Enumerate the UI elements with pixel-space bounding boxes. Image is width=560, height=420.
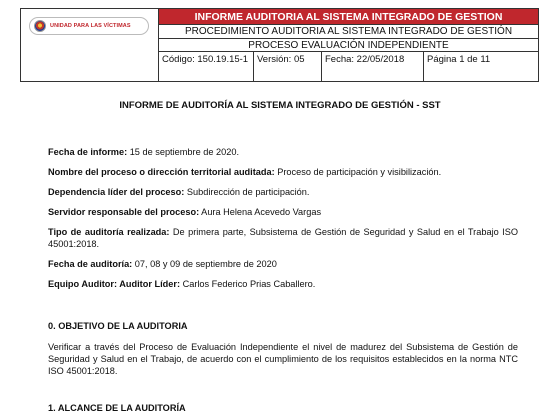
logo-cell <box>21 9 159 81</box>
field-value: 15 de septiembre de 2020. <box>127 147 240 157</box>
field-value: Proceso de participación y visibilización. <box>274 167 442 177</box>
procedure-name: PROCEDIMIENTO AUDITORIA AL SISTEMA INTEGRADO DE GESTIÓN <box>159 24 538 38</box>
field-value: 07, 08 y 09 de septiembre de 2020 <box>132 259 277 269</box>
section-0-text: Verificar a través del Proceso de Evaluación Independiente el nivel de madurez del Subsistema de Gestión de Seguridad y Salud en el Trabajo, de acuerdo con el cumplimiento de los requisitos establecidos en la norma NTC ISO 45001:2018. <box>48 342 518 376</box>
document-version: Versión: 05 <box>254 52 322 81</box>
field-label: Equipo Auditor: Auditor Líder: <box>48 279 181 289</box>
document-title: INFORME DE AUDITORÍA AL SISTEMA INTEGRADO DE GESTIÓN - SST <box>119 100 441 111</box>
document-code: Código: 150.19.15-1 <box>159 52 254 81</box>
audit-date-field <box>48 258 518 270</box>
field-label: Fecha de auditoría: <box>48 259 133 269</box>
field-value: De primera parte, Subsistema de Gestión de Seguridad y Salud en el Trabajo ISO 45001:2018. <box>48 227 518 249</box>
field-value: Aura Helena Acevedo Vargas <box>199 207 322 217</box>
audit-team-field <box>48 278 518 290</box>
field-value: Subdirección de participación. <box>184 187 310 197</box>
process-name: PROCESO EVALUACIÓN INDEPENDIENTE <box>159 38 538 51</box>
field-label: Fecha de informe: <box>48 147 128 157</box>
field-label: Nombre del proceso o dirección territorial auditada: <box>48 167 275 177</box>
organization-logo <box>29 17 149 35</box>
report-title-bar: INFORME AUDITORIA AL SISTEMA INTEGRADO DE GESTION <box>159 9 538 24</box>
field-label: Servidor responsable del proceso: <box>48 207 200 217</box>
audited-process-field <box>48 166 518 178</box>
document-date: Fecha: 22/05/2018 <box>322 52 424 81</box>
field-label: Tipo de auditoría realizada: <box>48 227 170 237</box>
section-0-heading: 0. OBJETIVO DE LA AUDITORIA <box>48 321 188 331</box>
logo-text: UNIDAD PARA LAS VÍCTIMAS <box>50 23 131 29</box>
report-date-field <box>48 146 518 158</box>
page-number: Página 1 de 11 <box>427 54 491 65</box>
document-meta-row <box>159 51 538 81</box>
lead-unit-field <box>48 186 518 198</box>
header-table <box>20 8 539 82</box>
audit-type-field <box>48 226 518 250</box>
coat-of-arms-icon <box>34 20 46 32</box>
field-value: Carlos Federico Prias Caballero. <box>180 279 316 289</box>
section-1-heading: 1. ALCANCE DE LA AUDITORÍA <box>48 403 186 413</box>
responsible-officer-field <box>48 206 518 218</box>
field-label: Dependencia líder del proceso: <box>48 187 185 197</box>
